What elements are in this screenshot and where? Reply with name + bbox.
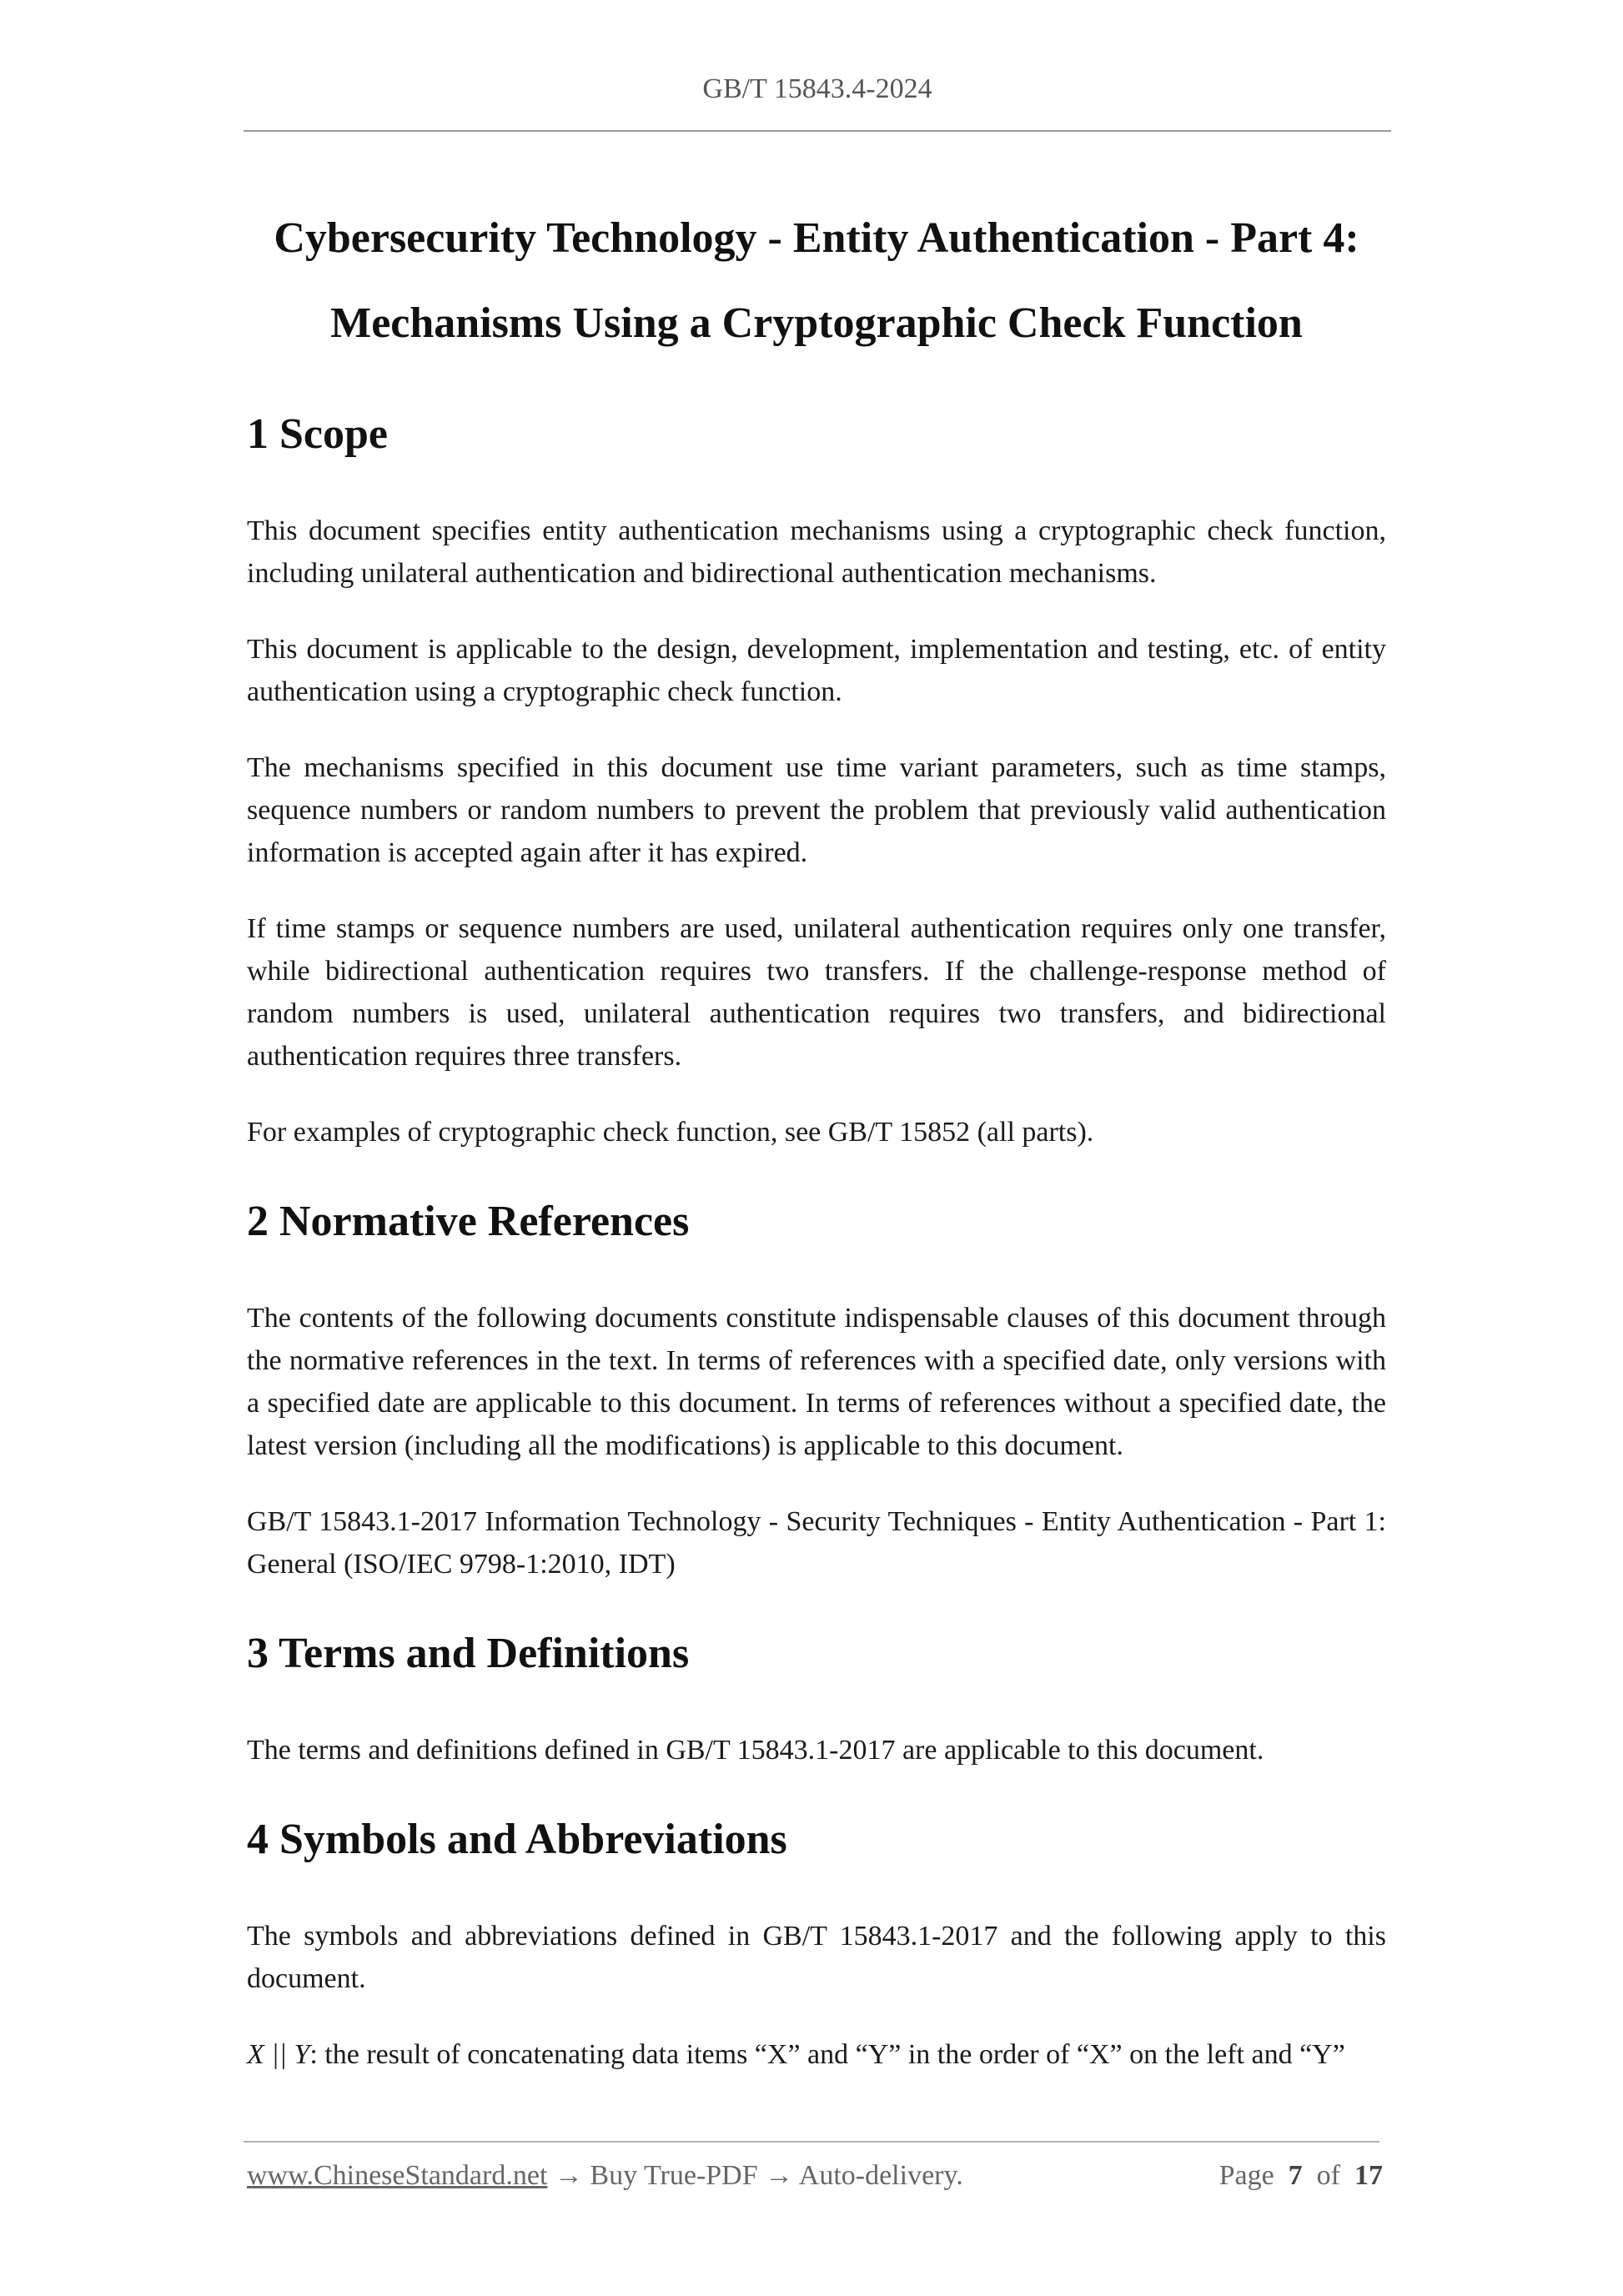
- symbols-paragraph: The symbols and abbreviations defined in GB/T 15843.1-2017 and the following apply to this document.: [247, 1921, 1386, 1994]
- concat-symbol: X || Y: [247, 2039, 310, 2070]
- page-total: 17: [1354, 2160, 1383, 2191]
- footer-promo: [247, 2160, 963, 2192]
- standard-code: GB/T 15843.4-2024: [702, 73, 932, 104]
- title-line-1: Cybersecurity Technology - Entity Authentication - Part 4:: [274, 214, 1359, 262]
- page-footer: [247, 2160, 1383, 2192]
- scope-paragraph: If time stamps or sequence numbers are used, unilateral authentication requires only one transfer, while bidirectional authentication requires two transfers. If the challenge-response method of random numbers is used, unilateral authentication requires two transfers, and bidirectional authentication requires three transfers.: [247, 913, 1386, 1072]
- header-divider: [244, 130, 1391, 132]
- normative-paragraph: The contents of the following documents constitute indispensable clauses of this document through the normative references in the text. In terms of references with a specified date, only versions with a specified date are applicable to this document. In terms of references without a specified date, the latest version (including all the modifications) is applicable to this document.: [247, 1303, 1386, 1461]
- title-line-2: Mechanisms Using a Cryptographic Check Function: [330, 299, 1303, 347]
- promo-text: → Buy True-PDF → Auto-delivery.: [547, 2160, 963, 2191]
- scope-paragraph: This document specifies entity authentication mechanisms using a cryptographic check function, including unilateral authentication and bidirectional authentication mechanisms.: [247, 515, 1386, 589]
- section-heading-scope: 1 Scope: [247, 410, 388, 458]
- normative-reference-entry: GB/T 15843.1-2017 Information Technology - Security Techniques - Entity Authentication - Part 1: General (ISO/IEC 9798-1:2010, IDT): [247, 1506, 1386, 1580]
- document-title: [247, 196, 1386, 366]
- section-heading-normative-references: 2 Normative References: [247, 1198, 690, 1245]
- site-link[interactable]: www.ChineseStandard.net: [247, 2160, 548, 2191]
- symbol-definition-concat: [247, 2033, 1386, 2076]
- section-heading-symbols: 4 Symbols and Abbreviations: [247, 1816, 787, 1863]
- page-header: [244, 73, 1391, 105]
- page-number: [1219, 2160, 1383, 2192]
- footer-divider: [244, 2141, 1379, 2143]
- page-current: 7: [1288, 2160, 1303, 2191]
- terms-paragraph: The terms and definitions defined in GB/T 15843.1-2017 are applicable to this document.: [247, 1735, 1264, 1766]
- document-body: [247, 196, 1386, 2109]
- scope-paragraph: For examples of cryptographic check function, see GB/T 15852 (all parts).: [247, 1117, 1094, 1148]
- concat-definition-text: : the result of concatenating data items “X” and “Y” in the order of “X” on the left and “Y”: [309, 2039, 1345, 2070]
- section-heading-terms: 3 Terms and Definitions: [247, 1630, 690, 1677]
- page-label: Page: [1219, 2160, 1274, 2191]
- scope-paragraph: The mechanisms specified in this document use time variant parameters, such as time stamps, sequence numbers or random numbers to prevent the problem that previously valid authentication information is accepted again after it has expired.: [247, 752, 1386, 868]
- page-of: of: [1316, 2160, 1340, 2191]
- scope-paragraph: This document is applicable to the design, development, implementation and testing, etc. of entity authentication using a cryptographic check function.: [247, 634, 1386, 707]
